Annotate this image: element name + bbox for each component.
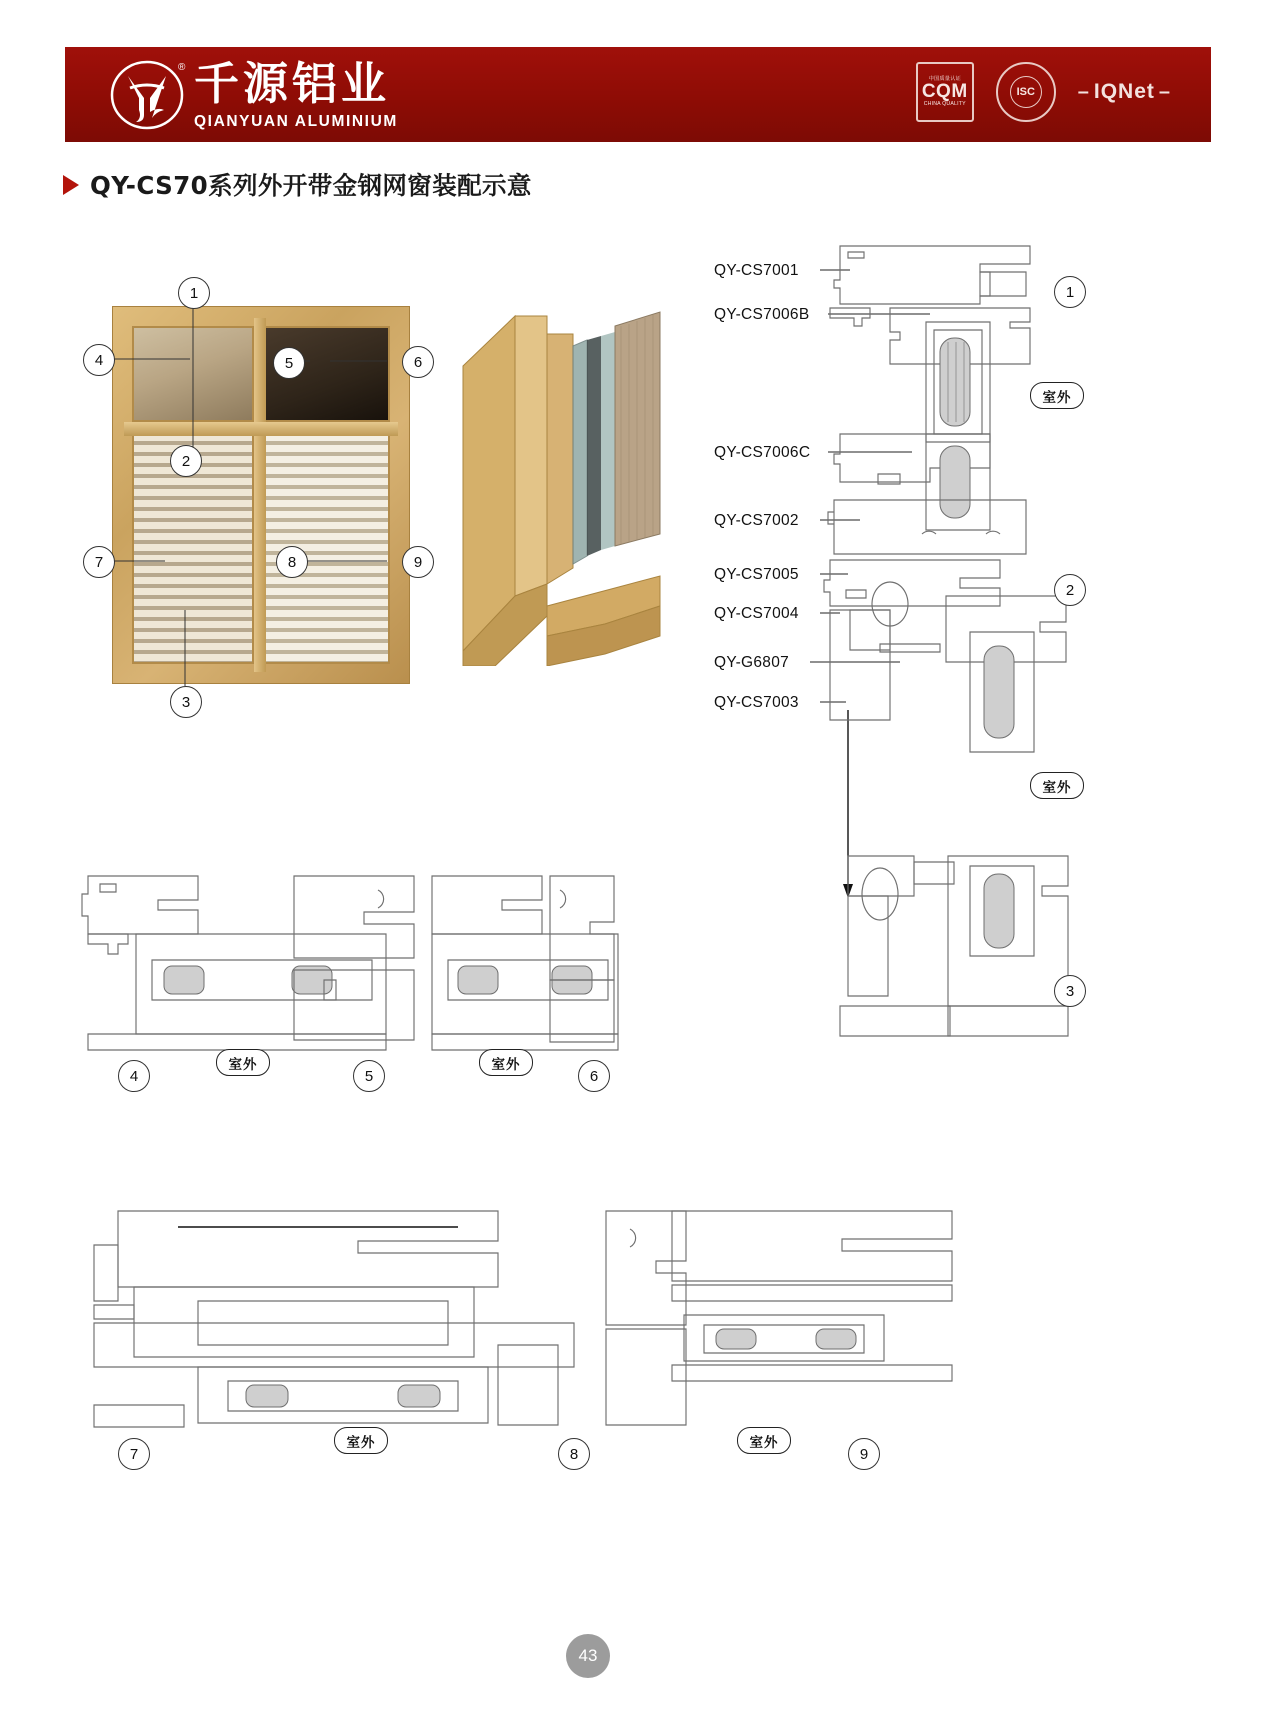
outdoor-tag-2: 室外	[1030, 772, 1084, 799]
callout-5-photo[interactable]: 5	[273, 347, 305, 379]
part-label-qy-cs7003: QY-CS7003	[714, 694, 799, 711]
callout-3-section[interactable]: 3	[1054, 975, 1086, 1007]
iqnet-cert-icon: – IQNet –	[1077, 80, 1171, 103]
callout-5-section[interactable]: 5	[353, 1060, 385, 1092]
callout-4-section[interactable]: 4	[118, 1060, 150, 1092]
callout-1-section[interactable]: 1	[1054, 276, 1086, 308]
callout-7-section[interactable]: 7	[118, 1438, 150, 1470]
cqm-cert-top: 中国质量认证	[928, 75, 961, 82]
part-label-qy-cs7002: QY-CS7002	[714, 512, 799, 529]
page-title-text: QY-CS70系列外开带金钢网窗装配示意	[90, 171, 532, 200]
part-label-qy-cs7006c: QY-CS7006C	[714, 444, 811, 461]
callout-9-photo[interactable]: 9	[402, 546, 434, 578]
outdoor-tag-3: 室外	[216, 1049, 270, 1076]
callout-2-section[interactable]: 2	[1054, 574, 1086, 606]
callout-8-photo[interactable]: 8	[276, 546, 308, 578]
part-label-qy-cs7005: QY-CS7005	[714, 566, 799, 583]
part-label-qy-cs7001: QY-CS7001	[714, 262, 799, 279]
callout-9-section[interactable]: 9	[848, 1438, 880, 1470]
callout-1-photo[interactable]: 1	[178, 277, 210, 309]
callout-6-section[interactable]: 6	[578, 1060, 610, 1092]
page-number: 43	[566, 1634, 610, 1678]
registered-mark: ®	[178, 62, 186, 73]
callout-8-section[interactable]: 8	[558, 1438, 590, 1470]
callout-3-photo[interactable]: 3	[170, 686, 202, 718]
iqnet-cert-text: IQNet	[1093, 80, 1155, 103]
callout-4-photo[interactable]: 4	[83, 344, 115, 376]
outdoor-tag-1: 室外	[1030, 382, 1084, 409]
outdoor-tag-5: 室外	[334, 1427, 388, 1454]
callout-2-photo[interactable]: 2	[170, 445, 202, 477]
cqm-cert-bottom: CHINA QUALITY	[923, 100, 966, 107]
brand-name-en: QIANYUAN ALUMINIUM	[194, 112, 398, 130]
cqm-cert-main: CQM	[921, 81, 968, 103]
callout-6-photo[interactable]: 6	[402, 346, 434, 378]
part-label-qy-cs7006b: QY-CS7006B	[714, 306, 810, 323]
isc-cert-main: ISC	[1010, 76, 1042, 108]
outdoor-tag-4: 室外	[479, 1049, 533, 1076]
brand-name-cn: 千源铝业	[194, 56, 391, 110]
part-label-qy-g6807: QY-G6807	[714, 654, 790, 671]
part-label-qy-cs7004: QY-CS7004	[714, 605, 799, 622]
callout-7-photo[interactable]: 7	[83, 546, 115, 578]
outdoor-tag-6: 室外	[737, 1427, 791, 1454]
